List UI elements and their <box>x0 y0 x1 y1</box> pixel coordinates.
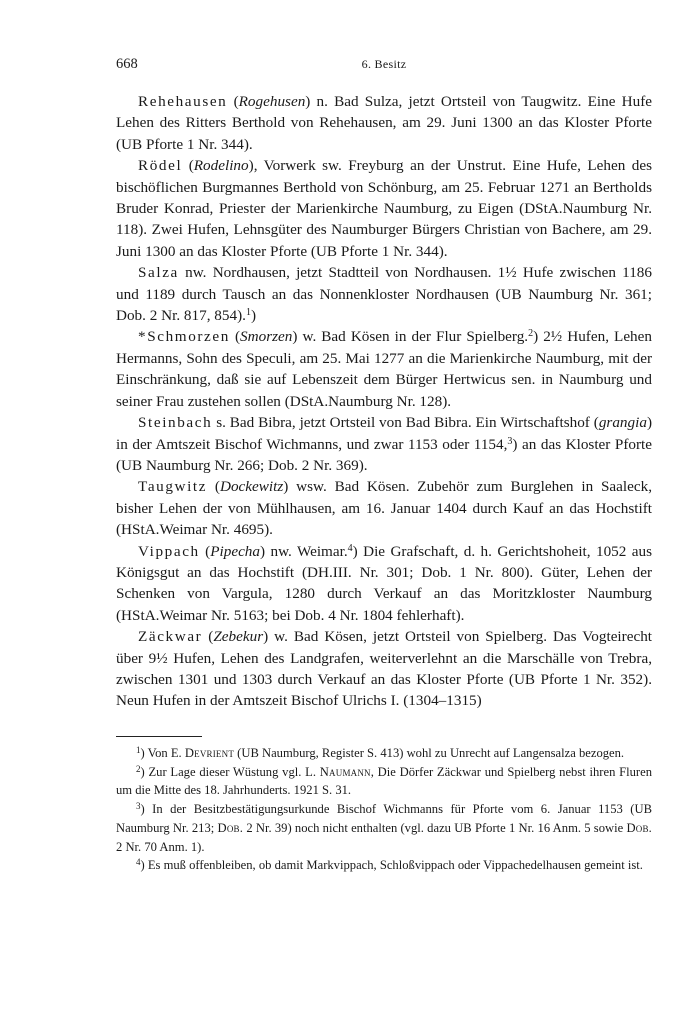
entry-text: ) Die Grafschaft, d. h. Gerichtshoheit, 1052 aus Königsgut an das Hochstift (DH.III. Nr. 301; Dob. 1 Nr. 800). Güter, Lehen der Schenken von Vargula, 1280 durch Verkauf an das Moritzkloster Naumburg (HStA.Weimar Nr. 5163; bei Dob. 4 Nr. 1804 fehlerhaft). <box>116 542 653 624</box>
footnote-ref: 3 <box>507 435 513 447</box>
footnote <box>116 856 652 875</box>
historical-name: Rodelino <box>193 157 249 175</box>
headword: Vippach <box>138 542 200 560</box>
entry-salza <box>116 262 652 326</box>
headword: Zäckwar <box>138 628 203 646</box>
author-name: Devrient <box>184 746 235 760</box>
latin-term: grangia <box>598 414 647 432</box>
footnote-text: ) Von E. <box>140 746 185 760</box>
entry-taugwitz: Taugwitz (Dockewitz) wsw. Bad Kösen. Zubehör zum Burglehen in Saaleck, bisher Lehen der von Mühlhausen, am 16. Januar 1404 durch Kauf an das Hochstift (HStA.Weimar Nr. 4695). <box>116 478 653 539</box>
entry-vippach: Vippach (Pipecha) nw. Weimar.$^4$) Die Grafschaft, d. h. Gerichtshoheit, 1052 aus Königsgut an das Hochstift (DH.III. Nr. 301; Dob. 1 Nr. 800). Güter, Lehen der Schenken von Vargula, 1280 durch Verkauf an das Moritzkloster Naumburg (HStA.Weimar Nr. 5163; bei Dob. 4 Nr. 1804 fehlerhaft). <box>116 542 653 624</box>
historical-name: Pipecha <box>210 542 260 560</box>
headword: Rödel <box>138 157 183 175</box>
footnote-text: ) In der Besitzbestätigungsurkunde Bischof Wichmanns für Pforte vom 6. Januar 1153 (UB Naumburg Nr. 213; <box>116 802 652 835</box>
historical-name: Smorzen <box>240 328 293 346</box>
entry-text: n. Bad Sulza, jetzt Ortsteil von Taugwitz. Eine Hufe Lehen des Ritters Berthold von Rehehausen, am 29. Juni 1300 an das Kloster Pforte (UB Pforte 1 Nr. 344). <box>116 93 652 153</box>
footnote-text: ) Es muß offenbleiben, ob damit Markvippach, Schloßvippach oder Vippachedelhausen gemeint ist. <box>140 858 643 873</box>
headword: Steinbach <box>138 414 213 432</box>
footnote-text: 2 Nr. 70 Anm. 1). <box>116 839 205 854</box>
historical-name: Zebekur <box>213 628 264 646</box>
footnote-number: 2 <box>136 763 141 774</box>
footnote-divider <box>116 736 202 737</box>
headword: Salza <box>138 264 179 282</box>
entry-text: w. Bad Kösen in der Flur Spielberg. <box>297 328 529 346</box>
footnote-ref: 2 <box>528 328 534 340</box>
entry-text: nw. Nordhausen, jetzt Stadtteil von Nordhausen. 1½ Hufe zwischen 1186 und 1189 durch Tausch an das Nonnenkloster Nordhausen (UB Naumburg Nr. 361; Dob. 2 Nr. 817, 854). <box>116 264 652 325</box>
entry-text: ) an das Kloster Pforte (UB Naumburg Nr. 266; Dob. 2 Nr. 369). <box>116 435 653 474</box>
footnote-number: 4 <box>136 857 141 868</box>
author-name: Naumann <box>319 764 371 779</box>
historical-name: Rogehusen <box>238 93 306 110</box>
entry-schmorzen: *Schmorzen (Smorzen) w. Bad Kösen in der Flur Spielberg.$^2$) 2½ Hufen, Lehen Hermanns, Sohn des Speculi, am 25. Mai 1277 an die Marienkirche Naumburg, mit der Einschränkung, daß sie auf Lebenszeit dem Bürger Hertwicus sen. in Naumburg und seiner Frau zustehen sollen (DStA.Naumburg Nr. 128). <box>116 328 652 410</box>
entry-zaeckwar: Zäckwar (Zebekur) w. Bad Kösen, jetzt Ortsteil von Spielberg. Das Vogteirecht über 9½ Hufen, Lehen des Landgrafen, weiterverlehnt an die Marschälle von Trebra, zwischen 1301 und 1303 durch Verkauf an das Kloster Pforte (UB Pforte 1 Nr. 352). Neun Hufen in der Amtszeit Bischof Ulrichs I. (1304–1315) <box>116 628 653 710</box>
headword: Taugwitz <box>138 478 208 496</box>
entry-text: ) 2½ Hufen, Lehen Hermanns, Sohn des Speculi, am 25. Mai 1277 an die Marienkirche Naumburg, mit der Einschränkung, daß sie auf Lebenszeit dem Bürger Hertwicus sen. in Naumburg und seiner Frau zustehen sollen (DStA.Naumburg Nr. 128). <box>116 328 652 410</box>
running-head: 6. Besitz <box>361 57 407 71</box>
entry-rehehausen: Rehehausen (Rogehusen) n. Bad Sulza, jetzt Ortsteil von Taugwitz. Eine Hufe Lehen des Ritters Berthold von Rehehausen, am 29. Juni 1300 an das Kloster Pforte (UB Pforte 1 Nr. 344). <box>116 93 652 153</box>
source-abbrev: Dob. <box>217 820 244 835</box>
main-text <box>116 91 652 712</box>
footnote-ref: 4 <box>347 542 353 554</box>
source-abbrev: Dob. <box>626 820 652 835</box>
entry-text: nw. Weimar. <box>265 542 348 560</box>
entry-text: ) <box>250 307 256 325</box>
entry-text: wsw. Bad Kösen. Zubehör zum Burglehen in Saaleck, bisher Lehen der von Mühlhausen, am 16. Januar 1404 durch Kauf an das Hochstift (HStA.Weimar Nr. 4695). <box>116 478 653 539</box>
footnote-ref: 1 <box>245 307 251 319</box>
entry-text: ) in der Amtszeit Bischof Wichmanns, und zwar 1153 oder 1154, <box>116 414 652 453</box>
footnote-text: ) Zur Lage dieser Wüstung vgl. L. <box>140 764 320 779</box>
entry-text: w. Bad Kösen, jetzt Ortsteil von Spielberg. Das Vogteirecht über 9½ Hufen, Lehen des Landgrafen, weiterverlehnt an die Marschälle von Trebra, zwischen 1301 und 1303 durch Verkauf an das Kloster Pforte (UB Pforte 1 Nr. 352). Neun Hufen in der Amtszeit Bischof Ulrichs I. (1304–1315) <box>116 628 653 710</box>
entry-text: s. Bad Bibra, jetzt Ortsteil von Bad Bibra. Ein Wirtschaftshof ( <box>212 414 599 432</box>
entry-steinbach <box>116 412 652 476</box>
footnotes <box>116 744 652 875</box>
footnote-text: 2 Nr. 39) noch nicht enthalten (vgl. dazu UB Pforte 1 Nr. 16 Anm. 5 sowie <box>243 820 627 835</box>
entry-roedel: Rödel (Rodelino), Vorwerk sw. Freyburg an der Unstrut. Eine Hufe, Lehen des bischöflichen Burgmannes Berthold von Schönburg, am 25. Februar 1271 an Bertholds Bruder Konrad, Priester der Marienkirche Naumburg, zu Eigen (DStA.Naumburg Nr. 118). Zwei Hufen, Lehnsgüter des Naumburger Bürgers Christian von Bachere, am 29. Juni 1300 an das Kloster Pforte (UB Pforte 1 Nr. 344). <box>116 157 652 260</box>
footnote-text: , Die Dörfer Zäckwar und Spielberg nebst ihren Fluren um die Mitte des 18. Jahrhunderts. 1921 S. 31. <box>116 764 653 798</box>
historical-name: Dockewitz <box>219 478 284 496</box>
footnote <box>116 744 652 763</box>
page-number: 668 <box>116 56 138 72</box>
footnote <box>116 763 652 800</box>
headword: *Schmorzen <box>138 328 230 346</box>
headword: Rehehausen <box>138 93 228 110</box>
footnote-text: (UB Naumburg, Register S. 413) wohl zu Unrecht auf Langensalza bezogen. <box>234 746 625 760</box>
footnote-number: 3 <box>136 801 141 812</box>
page-header <box>116 56 652 78</box>
entry-text: , Vorwerk sw. Freyburg an der Unstrut. Eine Hufe, Lehen des bischöflichen Burgmannes Berthold von Schönburg, am 25. Februar 1271 an Bertholds Bruder Konrad, Priester der Marienkirche Naumburg, zu Eigen (DStA.Naumburg Nr. 118). Zwei Hufen, Lehnsgüter des Naumburger Bürgers Christian von Bachere, am 29. Juni 1300 an das Kloster Pforte (UB Pforte 1 Nr. 344). <box>116 157 652 260</box>
footnote <box>116 800 652 856</box>
footnote-number: 1 <box>136 745 141 755</box>
